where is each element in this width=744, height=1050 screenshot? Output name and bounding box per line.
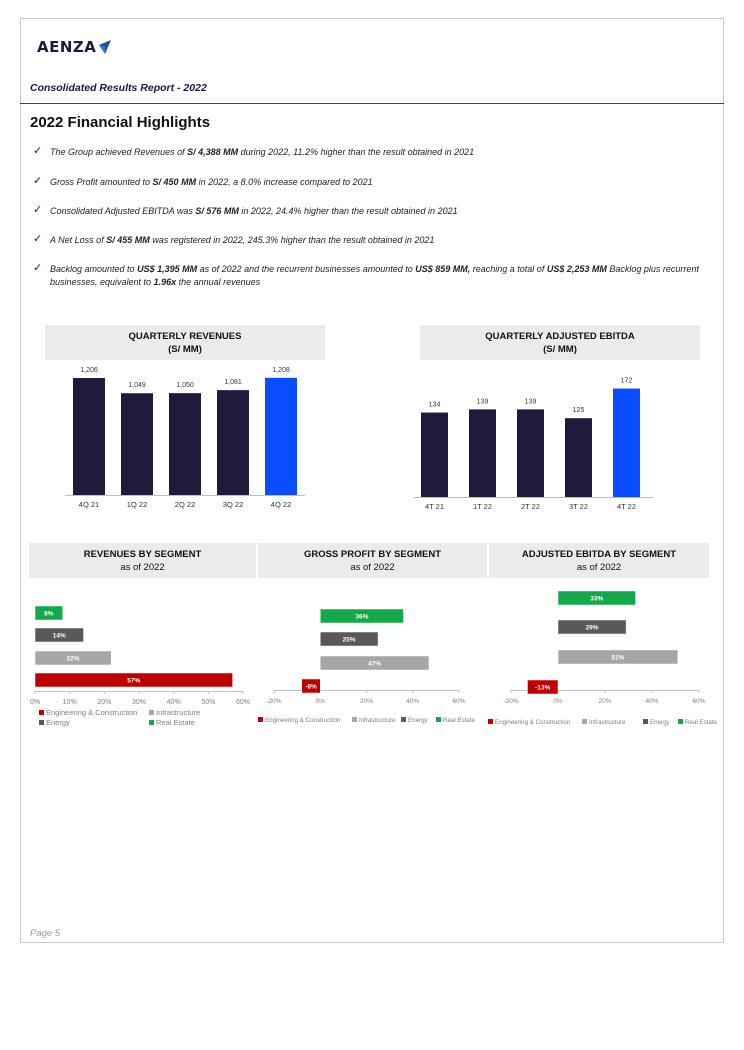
data-label: 47%: [368, 660, 382, 668]
data-label: 57%: [127, 677, 141, 685]
chart-unit: (S/ MM): [543, 344, 577, 355]
data-label: 134: [428, 401, 441, 409]
chart-subtitle: as of 2022: [350, 562, 395, 573]
data-label: 1,050: [176, 382, 194, 390]
bar: [169, 393, 201, 495]
legend-label: Energy: [46, 718, 70, 727]
chart-title: QUARTERLY ADJUSTED EBITDA: [485, 331, 635, 342]
revenues-by-segment-chart: [25, 600, 265, 735]
chart-unit: (S/ MM): [168, 344, 202, 355]
tick-label: 60%: [452, 698, 466, 705]
tick-label: 3T 22: [568, 502, 589, 511]
bar: [73, 378, 105, 495]
logo-mark-icon: [98, 39, 112, 55]
highlight-bullet: ✓ A Net Loss of S/ 455 MM was registered in 2022, 245.3% higher than the result obtained in 2021: [33, 233, 435, 245]
bar: [121, 393, 153, 495]
data-label: 29%: [585, 624, 599, 632]
logo-text: AENZA: [37, 38, 97, 56]
data-label: 125: [572, 407, 585, 415]
check-icon: ✓: [33, 233, 43, 245]
legend-label: Real Estate: [156, 718, 195, 727]
ebitda-by-segment-chart: [485, 585, 720, 735]
chart-title: QUARTERLY REVENUES: [128, 331, 242, 342]
tick-label: 40%: [166, 699, 181, 706]
tick-label: -20%: [266, 698, 282, 705]
legend-swatch: [436, 717, 441, 722]
bar: [613, 389, 640, 497]
chart-subtitle: as of 2022: [576, 562, 622, 573]
quarterly-revenues-chart: [55, 365, 315, 515]
data-label: 139: [476, 398, 489, 406]
tick-label: 20%: [359, 698, 374, 705]
tick-label: 4Q 22: [270, 500, 292, 509]
legend-label: Energy: [408, 717, 428, 724]
legend-swatch: [149, 710, 154, 715]
legend-label: Real Estate: [685, 719, 717, 726]
data-label: 1,081: [224, 379, 242, 387]
data-label: 22%: [66, 655, 80, 663]
gross-profit-by-segment-chart: [255, 600, 490, 735]
tick-label: 4T 22: [616, 502, 637, 511]
data-label: 139: [524, 398, 537, 406]
check-icon: ✓: [33, 262, 43, 274]
legend-swatch: [39, 710, 44, 715]
tick-label: 60%: [235, 699, 251, 706]
check-icon: ✓: [33, 145, 43, 157]
tick-label: 50%: [201, 699, 216, 706]
legend-swatch: [582, 719, 587, 724]
check-icon: ✓: [33, 204, 43, 216]
highlight-bullet: ✓ Backlog amounted to US$ 1,395 MM as of 2022 and the recurrent businesses amounted to US$ 859 MM, reaching a total of US$ 2,253 MM Backlog plus recurrent businesses, equivalent to 1.96x the annual revenues: [33, 262, 699, 287]
tick-label: 40%: [645, 698, 659, 705]
tick-label: 60%: [692, 698, 706, 705]
ebitda-segment-title-box: [489, 543, 709, 578]
bar: [469, 409, 496, 497]
highlight-bullet: ✓ Consolidated Adjusted EBITDA was S/ 576 MM in 2022, 24.4% higher than the result obtained in 2021: [33, 204, 458, 216]
chart-title: REVENUES BY SEGMENT: [83, 549, 202, 560]
tick-label: 4Q 21: [78, 500, 100, 509]
tick-label: 4T 21: [424, 502, 445, 511]
tick-label: 0%: [315, 698, 325, 705]
quarterly-revenues-title-box: [45, 325, 325, 360]
tick-label: -20%: [503, 698, 519, 705]
legend-swatch: [149, 720, 154, 725]
data-label: 25%: [342, 636, 356, 644]
tick-label: 2T 22: [520, 502, 541, 511]
legend-label: Engineering & Construction: [46, 708, 138, 717]
report-title: Consolidated Results Report - 2022: [30, 82, 207, 94]
data-label: -8%: [305, 683, 317, 691]
section-title: 2022 Financial Highlights: [30, 114, 211, 131]
tick-label: 1Q 22: [126, 500, 148, 509]
legend-swatch: [258, 717, 263, 722]
legend-swatch: [678, 719, 683, 724]
legend-label: Engineering & Construction: [495, 719, 571, 726]
legend-label: Infrastructure: [589, 719, 626, 726]
data-label: 1,208: [272, 366, 290, 374]
data-label: -13%: [535, 684, 551, 692]
quarterly-ebitda-title-box: [420, 325, 700, 360]
legend-swatch: [39, 720, 44, 725]
highlight-bullet: ✓ Gross Profit amounted to S/ 450 MM in 2022, a 8.0% increase compared to 2021: [33, 175, 373, 187]
tick-label: 20%: [598, 698, 612, 705]
tick-label: 0%: [29, 699, 41, 706]
bar: [565, 418, 592, 497]
revenues-segment-title-box: [29, 543, 256, 578]
tick-label: 40%: [406, 698, 420, 705]
data-label: 14%: [52, 632, 66, 640]
legend-label: Energy: [650, 719, 670, 726]
legend-label: Infrastructure: [359, 717, 396, 724]
legend-swatch: [401, 717, 406, 722]
bar: [217, 390, 249, 495]
tick-label: 10%: [62, 699, 77, 706]
data-label: 172: [620, 377, 633, 385]
tick-label: 3Q 22: [222, 500, 244, 509]
tick-label: 20%: [97, 699, 112, 706]
gross-profit-segment-title-box: [258, 543, 487, 578]
legend-label: Engineering & Construction: [265, 717, 341, 724]
tick-label: 0%: [553, 698, 563, 705]
bar: [421, 413, 448, 497]
legend-label: Infrastructure: [156, 708, 201, 717]
data-label: 33%: [590, 595, 604, 603]
data-label: 8%: [44, 610, 54, 618]
legend-label: Real Estate: [443, 717, 475, 724]
data-label: 36%: [355, 613, 369, 621]
tick-label: 1T 22: [472, 502, 493, 511]
check-icon: ✓: [33, 175, 43, 187]
chart-title: ADJUSTED EBITDA BY SEGMENT: [521, 549, 677, 560]
below-page-area: [0, 962, 744, 1050]
aenza-logo: [37, 38, 112, 56]
data-label: 51%: [611, 654, 625, 662]
tick-label: 30%: [131, 699, 147, 706]
legend-swatch: [352, 717, 357, 722]
legend-swatch: [488, 719, 493, 724]
data-label: 1,049: [128, 382, 146, 390]
page-number: Page 5: [30, 928, 61, 939]
quarterly-ebitda-chart: [410, 365, 700, 515]
tick-label: 2Q 22: [174, 500, 196, 509]
chart-title: GROSS PROFIT BY SEGMENT: [303, 549, 442, 560]
legend-swatch: [643, 719, 648, 724]
data-label: 1,206: [80, 367, 98, 375]
bar: [517, 409, 544, 497]
chart-subtitle: as of 2022: [120, 562, 165, 573]
highlight-bullet: ✓ The Group achieved Revenues of S/ 4,388 MM during 2022, 11.2% higher than the result obtained in 2021: [33, 145, 475, 157]
bar: [265, 378, 297, 495]
header-divider: [20, 103, 724, 104]
